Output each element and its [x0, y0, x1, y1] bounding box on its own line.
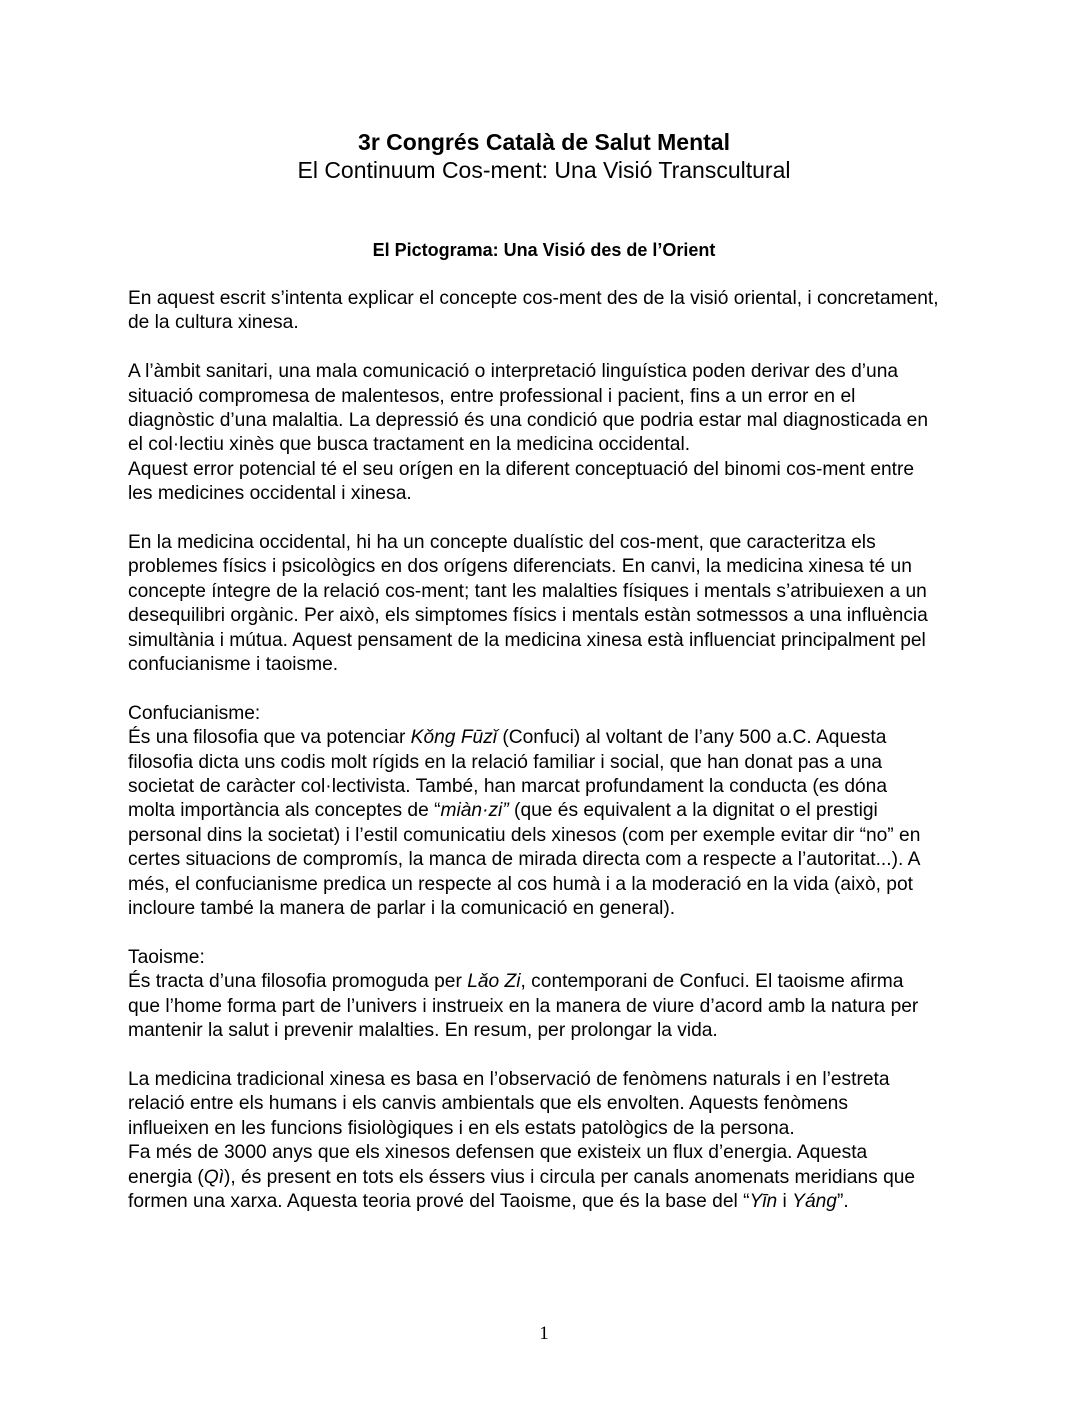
text-line: societat de caràcter col·lectivista. També, han marcat profundament la conducta (es dóna [128, 776, 888, 798]
text-segment: i [777, 1190, 793, 1212]
text-line: de la cultura xinesa. [128, 312, 299, 334]
paragraph-occidental [128, 531, 1038, 677]
text-line: situació compromesa de malentesos, entre professional i pacient, fins a un error en el [128, 385, 856, 407]
confucianisme-heading: Confucianisme: [128, 702, 261, 724]
text-segment: molta importància als conceptes de “ [128, 800, 441, 822]
text-line: les medicines occidental i xinesa. [128, 483, 412, 505]
paragraph-medicina-tradicional [128, 1068, 1038, 1141]
text-line: En la medicina occidental, hi ha un concepte dualístic del cos-ment, que caracteritza els [128, 532, 876, 554]
text-line [128, 799, 1038, 823]
text-segment: ), és present en tots els éssers vius i circula per canals anomenats meridians que [224, 1166, 916, 1188]
paragraph-confucianisme [128, 702, 1038, 922]
text-segment: energia ( [128, 1166, 204, 1188]
italic-name: Kǒng Fūzǐ [410, 727, 498, 749]
conference-title: 3r Congrés Català de Salut Mental [358, 129, 730, 155]
text-line: més, el confucianisme predica un respecte al cos humà i a la moderació en la vida (això, pot [128, 873, 913, 895]
text-line [128, 1166, 1038, 1190]
text-segment: , contemporani de Confuci. El taoisme afirma [520, 971, 904, 993]
text-line: mantenir la salut i prevenir malalties. En resum, per prolongar la vida. [128, 1020, 718, 1042]
text-segment: formen una xarxa. Aquesta teoria prové del Taoisme, que és la base del “ [128, 1190, 750, 1212]
paragraph-intro [128, 287, 1038, 336]
text-line: problemes físics i psicològics en dos orígens diferenciats. En canvi, la medicina xinesa té un [128, 556, 912, 578]
document-body [128, 287, 1038, 1239]
text-line: relació entre els humans i els canvis ambientals que els envolten. Aquests fenòmens [128, 1093, 848, 1115]
text-line: concepte íntegre de la relació cos-ment; tant les malalties físiques i mentals s’atribuiexen a un [128, 580, 927, 602]
text-segment: ”. [836, 1190, 849, 1212]
text-line: En aquest escrit s’intenta explicar el concepte cos-ment des de la visió oriental, i concretament, [128, 288, 939, 309]
text-line: Fa més de 3000 anys que els xinesos defensen que existeix un flux d’energia. Aquesta [128, 1142, 868, 1164]
text-line: que l’home forma part de l’univers i instrueix en la manera de viure d’acord amb la natura per [128, 995, 919, 1017]
text-line: incloure també la manera de parlar i la comunicació en general). [128, 898, 676, 920]
page-number: 1 [539, 1323, 549, 1344]
text-line: simultània i mútua. Aquest pensament de la medicina xinesa està influenciat principalment pel [128, 629, 926, 651]
paragraph-energia [128, 1141, 1038, 1214]
text-line: diagnòstic d’una malaltia. La depressió és una condició que podria estar mal diagnosticada en [128, 410, 928, 432]
text-line: el col·lectiu xinès que busca tractament en la medicina occidental. [128, 434, 691, 456]
text-line: certes situacions de compromís, la manca de mirada directa com a respecte a l’autoritat...). A [128, 849, 921, 871]
text-segment: És tracta d’una filosofia promoguda per [128, 971, 468, 993]
section-title: El Pictograma: Una Visió des de l’Orient [372, 240, 716, 260]
text-line: confucianisme i taoisme. [128, 654, 339, 676]
paragraph-error [128, 458, 1038, 507]
italic-name: Lǎo Zi [467, 971, 521, 993]
text-line: desequilibri orgànic. Per això, els simptomes físics i mentals estàn sotmessos a una influència [128, 605, 928, 627]
text-line [128, 970, 1038, 994]
text-line: La medicina tradicional xinesa es basa en l’observació de fenòmens naturals i en l’estreta [128, 1068, 890, 1090]
text-segment: (Confuci) al voltant de l’any 500 a.C. Aquesta [497, 727, 887, 749]
text-line: filosofia dicta uns codis molt rígids en la relació familiar i social, que han donat pas a una [128, 751, 883, 773]
title-block [0, 128, 1088, 184]
text-segment: És una filosofia que va potenciar [128, 727, 411, 749]
text-line: Aquest error potencial té el seu orígen en la diferent conceptuació del binomi cos-ment entre [128, 458, 915, 480]
paragraph-sanitari [128, 360, 1038, 458]
conference-subtitle: El Continuum Cos-ment: Una Visió Transcultural [297, 157, 791, 183]
text-line [128, 1190, 1038, 1214]
text-line [128, 726, 1038, 750]
italic-term: miàn·zi” [440, 800, 509, 822]
text-line: A l’àmbit sanitari, una mala comunicació o interpretació linguística poden derivar des d’una [128, 361, 899, 383]
paragraph-taoisme [128, 946, 1038, 1044]
italic-term: Yáng [792, 1190, 837, 1212]
text-segment: (que és equivalent a la dignitat o el prestigi [508, 800, 878, 822]
text-line: influeixen en les funcions fisiològiques i en els estats patològics de la persona. [128, 1117, 795, 1139]
taoisme-heading: Taoisme: [128, 946, 205, 968]
text-line: personal dins la societat) i l’estil comunicatiu dels xinesos (com per exemple evitar dir “no” en [128, 824, 921, 846]
italic-term: Yīn [749, 1190, 778, 1212]
italic-term: Qì [203, 1166, 224, 1188]
